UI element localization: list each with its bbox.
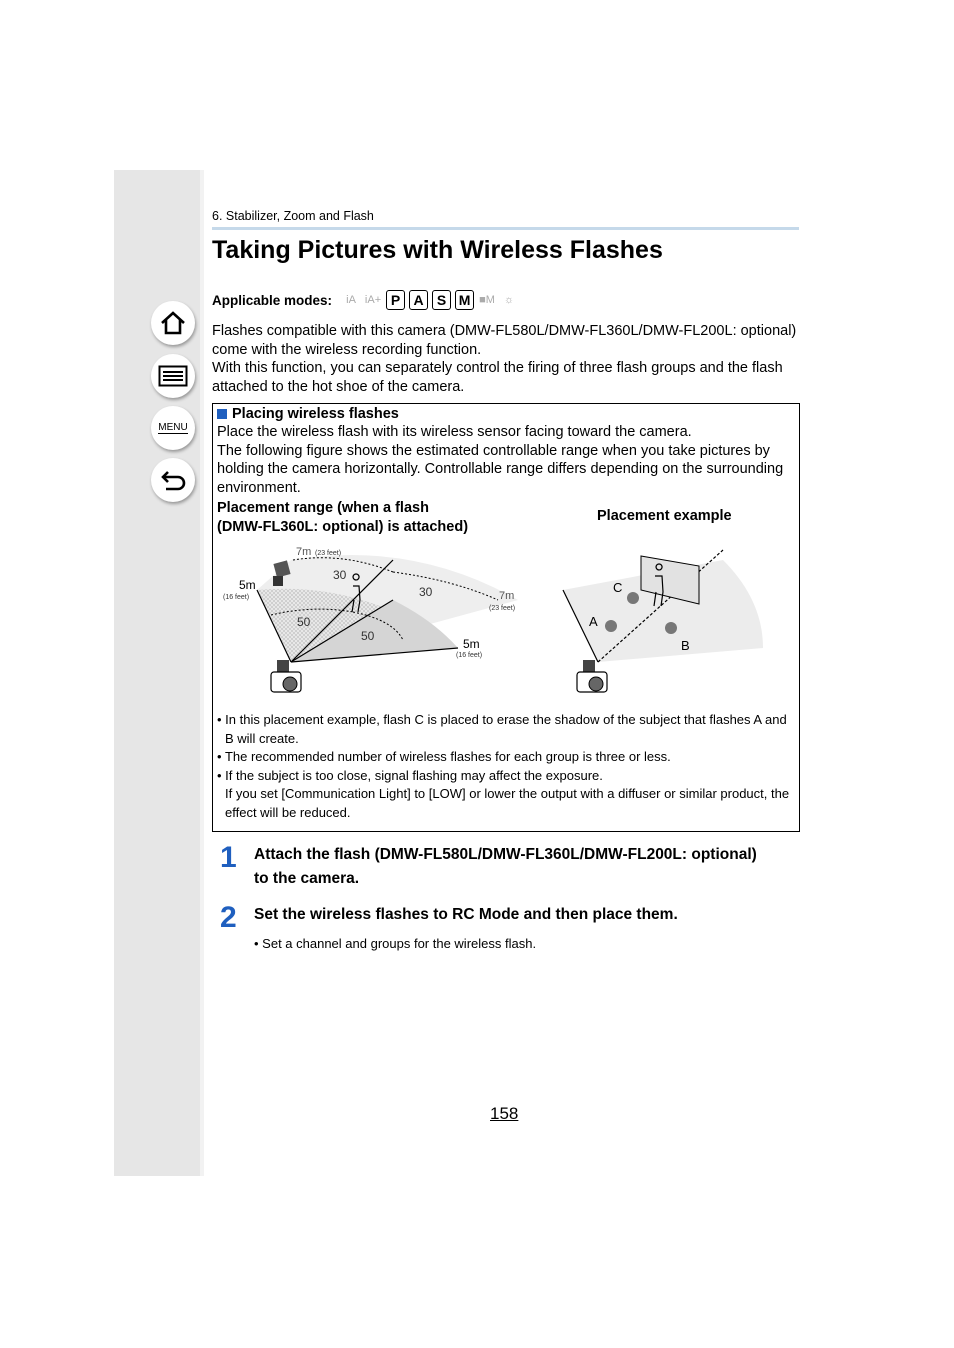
back-icon bbox=[159, 468, 187, 492]
placing-heading bbox=[217, 406, 399, 422]
header-rule bbox=[212, 227, 799, 230]
note-continuation: If you set [Communication Light] to [LOW] or lower the output with a diffuser or similar product, the effect will be reduced. bbox=[225, 786, 790, 820]
placing-text bbox=[217, 423, 797, 497]
placement-diagram bbox=[213, 540, 799, 710]
page-title: Taking Pictures with Wireless Flashes bbox=[212, 236, 663, 264]
step-2-note: • Set a channel and groups for the wireless flash. bbox=[254, 936, 537, 951]
label-7m: 7m bbox=[296, 546, 312, 558]
label-7m-right: 7m bbox=[499, 590, 515, 602]
range-caption-line: Placement range (when a flash bbox=[217, 500, 429, 516]
modes-label: Applicable modes: bbox=[212, 292, 333, 308]
label-5m-right-feet: (16 feet) bbox=[456, 652, 483, 659]
angle-30-left: 30 bbox=[333, 568, 347, 582]
range-caption-line: (DMW-FL360L: optional) is attached) bbox=[217, 519, 469, 535]
menu-label: MENU bbox=[158, 422, 188, 433]
step-1 bbox=[220, 843, 757, 891]
range-caption bbox=[217, 499, 468, 537]
label-7m-feet: (23 feet) bbox=[315, 550, 342, 557]
label-5m-right: 5m bbox=[463, 637, 480, 651]
label-5m-left: 5m bbox=[239, 578, 256, 592]
step-number: 2 bbox=[220, 901, 237, 934]
sidebar-edge bbox=[200, 170, 204, 1176]
flash-a-icon bbox=[605, 620, 617, 632]
intro-text bbox=[212, 322, 802, 396]
creative-video-icon: ■M bbox=[479, 294, 495, 306]
placing-line: Place the wireless flash with its wireless sensor facing toward the camera. bbox=[217, 424, 692, 440]
creative-control-icon: ☼ bbox=[503, 294, 515, 306]
label-7m-right-feet: (23 feet) bbox=[489, 605, 516, 612]
applicable-modes bbox=[212, 290, 518, 310]
angle-50-left: 50 bbox=[297, 615, 311, 629]
list-icon bbox=[158, 365, 188, 387]
label-5m-left-feet: (16 feet) bbox=[223, 594, 250, 601]
angle-30-right: 30 bbox=[419, 585, 433, 599]
home-icon bbox=[159, 310, 187, 336]
intro-paragraph: With this function, you can separately control the firing of three flash groups and the flash attached to the hot shoe of the camera. bbox=[212, 360, 783, 395]
intro-paragraph: Flashes compatible with this camera (DMW-FL580L/DMW-FL360L/DMW-FL200L: optional) come with the wireless recording function. bbox=[212, 323, 797, 358]
mode-s: S bbox=[432, 290, 451, 310]
note-item: • If the subject is too close, signal flashing may affect the exposure. bbox=[217, 767, 603, 783]
step-text: Attach the flash (DMW-FL580L/DMW-FL360L/DMW-FL200L: optional) to the camera. bbox=[254, 846, 757, 887]
back-button[interactable] bbox=[151, 458, 195, 502]
group-c-label: C bbox=[613, 580, 623, 595]
mode-p: P bbox=[386, 290, 405, 310]
camera-icon bbox=[271, 660, 301, 692]
intelligent-auto-plus-icon: iA+ bbox=[364, 294, 382, 306]
example-caption: Placement example bbox=[597, 508, 732, 524]
page-number: 158 bbox=[490, 1104, 519, 1123]
placing-box bbox=[212, 403, 800, 832]
square-bullet-icon bbox=[217, 409, 227, 419]
section-label: 6. Stabilizer, Zoom and Flash bbox=[212, 209, 374, 223]
angle-50-right: 50 bbox=[361, 629, 375, 643]
step-text: Set the wireless flashes to RC Mode and then place them. bbox=[254, 906, 678, 923]
step-2 bbox=[220, 903, 678, 933]
placing-heading-text: Placing wireless flashes bbox=[232, 406, 399, 422]
note-item: • The recommended number of wireless flashes for each group is three or less. bbox=[217, 749, 671, 764]
flash-b-icon bbox=[665, 622, 677, 634]
home-button[interactable] bbox=[151, 301, 195, 345]
note-item: • In this placement example, flash C is placed to erase the shadow of the subject that flashes A and B will create. bbox=[217, 712, 787, 746]
flash-c-icon bbox=[627, 592, 639, 604]
notes bbox=[217, 711, 797, 822]
example-camera-icon bbox=[577, 660, 607, 692]
mode-a: A bbox=[409, 290, 428, 310]
intelligent-auto-icon: iA bbox=[346, 294, 356, 306]
placing-line: The following figure shows the estimated controllable range when you take pictures by holding the camera horizontally. Controllable range differs depending on the surrounding environment. bbox=[217, 442, 784, 496]
group-a-label: A bbox=[589, 614, 598, 629]
step-number: 1 bbox=[220, 841, 237, 874]
mode-m: M bbox=[455, 290, 474, 310]
menu-button[interactable] bbox=[151, 406, 195, 450]
contents-button[interactable] bbox=[151, 354, 195, 398]
group-b-label: B bbox=[681, 638, 690, 653]
